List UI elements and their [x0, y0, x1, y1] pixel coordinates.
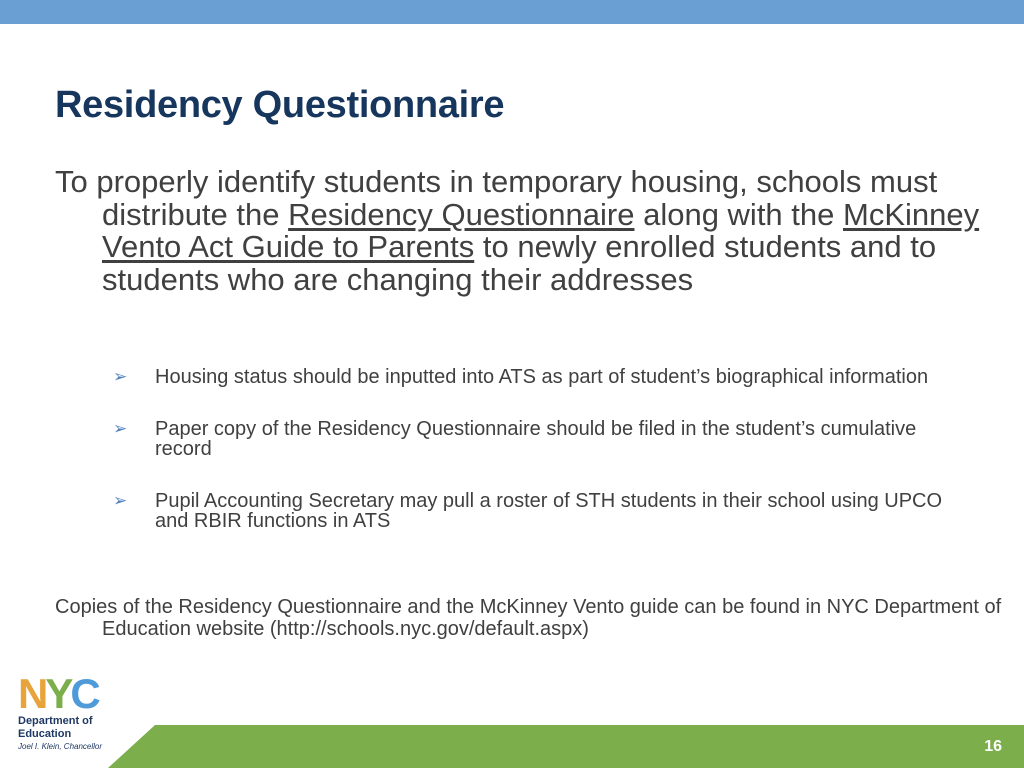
chancellor-name: Joel I. Klein, Chancellor	[18, 742, 103, 751]
arrow-bullet-icon: ➢	[113, 367, 128, 387]
page-number: 16	[984, 738, 1002, 755]
arrow-bullet-icon: ➢	[113, 490, 128, 511]
residency-questionnaire-link[interactable]: Residency Questionnaire	[288, 196, 635, 232]
list-item	[113, 491, 943, 532]
bullet-text: Paper copy of the Residency Questionnaire should be filed in the student’s cumulative record	[155, 417, 917, 460]
intro-text-3: to newly enrolled students and to students who are changing their addresses	[102, 229, 937, 297]
bullet-text: Pupil Accounting Secretary may pull a roster of STH students in their school using UPCO and RBIR functions in ATS	[155, 489, 943, 532]
intro-paragraph	[55, 166, 1024, 296]
top-accent-bar	[0, 0, 1024, 24]
list-item	[113, 367, 943, 388]
intro-text-1: To properly identify students in temporary housing, schools must distribute the	[55, 164, 938, 232]
dept-line-1: Department of	[18, 715, 93, 727]
arrow-bullet-icon: ➢	[113, 418, 128, 439]
mckinney-vento-guide-link[interactable]: McKinney Vento Act Guide to Parents	[102, 196, 980, 264]
bullet-text: Housing status should be inputted into ATS as part of student’s biographical information	[155, 366, 929, 388]
intro-text-2: along with the	[634, 196, 843, 232]
slide-title: Residency Questionnaire	[55, 84, 505, 126]
nyc-wordmark: NYC	[18, 675, 98, 711]
bullet-list	[113, 367, 943, 563]
list-item	[113, 419, 943, 460]
copies-note: Copies of the Residency Questionnaire and the McKinney Vento guide can be found in NYC Department of Education website (http://schools.nyc.gov/default.aspx)	[55, 596, 1002, 640]
dept-line-2: Education	[18, 727, 72, 740]
footer-bar	[0, 725, 1024, 768]
nyc-logo-icon	[18, 675, 120, 711]
